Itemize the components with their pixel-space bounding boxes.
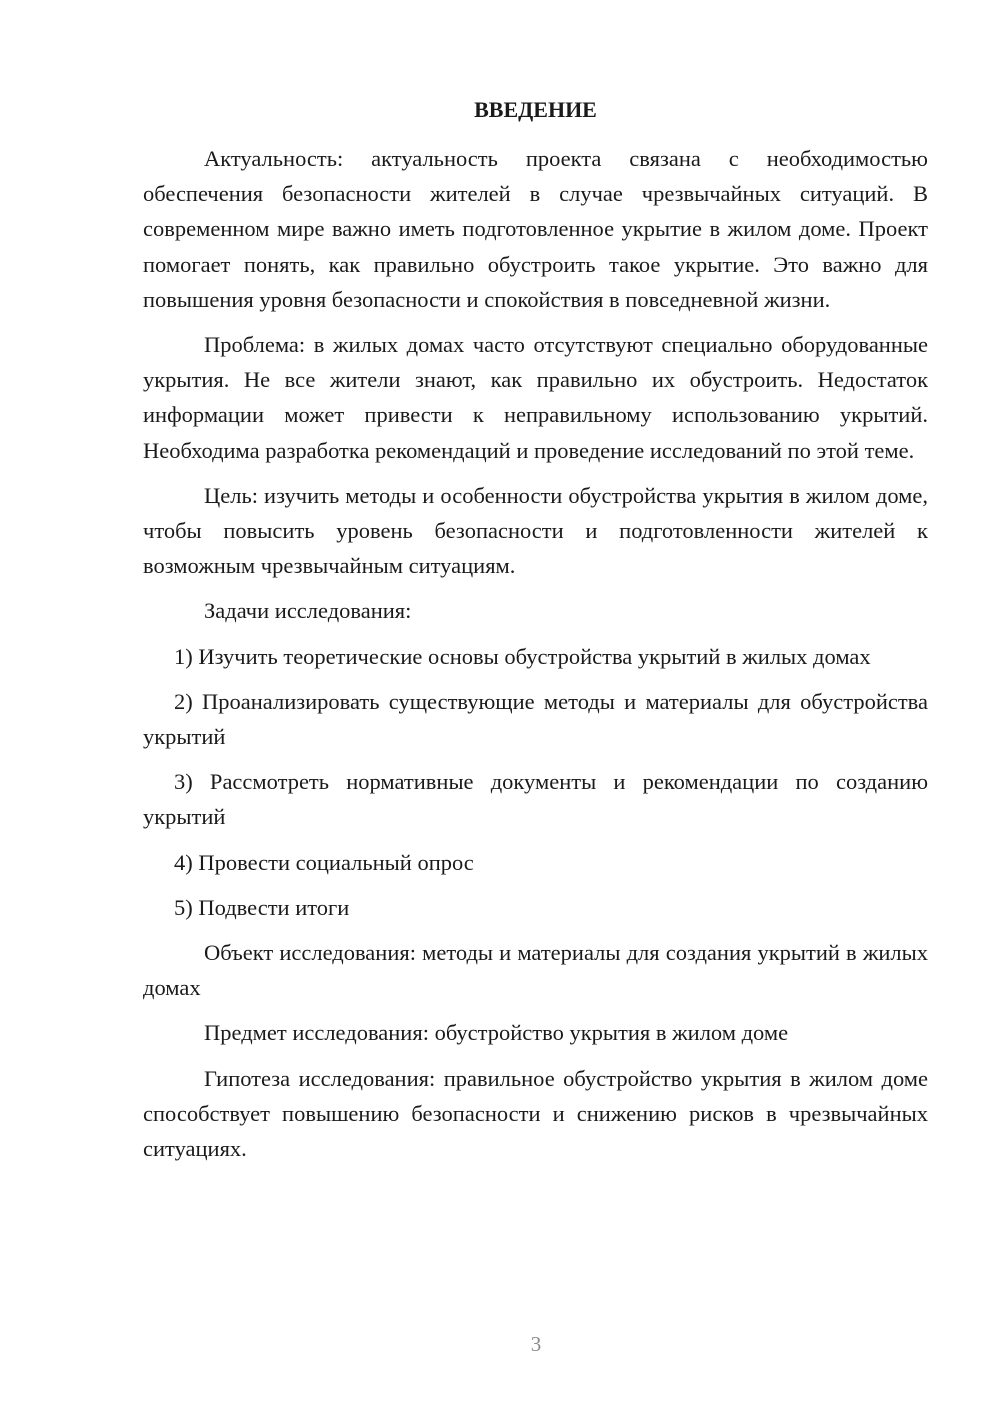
task-item-5: 5) Подвести итоги	[174, 894, 350, 920]
page-content	[143, 94, 928, 1176]
paragraph-problem: Проблема: в жилых домах часто отсутствуют специально оборудованные укрытия. Не все жители знают, как правильно их обустроить. Недостаток информации может привести к неправильному использованию укрытий. Необходима разработка рекомендаций и проведение исследований по этой теме.	[143, 332, 928, 463]
paragraph-hypothesis: Гипотеза исследования: правильное обустройство укрытия в жилом доме способствует повышению безопасности и снижению рисков в чрезвычайных ситуациях.	[143, 1065, 928, 1162]
task-item-4: 4) Провести социальный опрос	[174, 849, 474, 875]
page-number: 3	[530, 1332, 542, 1356]
task-item-2: 2) Проанализировать существующие методы и материалы для обустройства укрытий	[143, 688, 928, 750]
tasks-heading: Задачи исследования:	[204, 598, 412, 624]
page-title: ВВЕДЕНИЕ	[474, 97, 597, 122]
paragraph-relevance: Актуальность: актуальность проекта связана с необходимостью обеспечения безопасности жителей в случае чрезвычайных ситуаций. В современном мире важно иметь подготовленное укрытие в жилом доме. Проект помогает понять, как правильно обустроить такое укрытие. Это важно для повышения уровня безопасности и спокойствия в повседневной жизни.	[143, 146, 928, 312]
paragraph-object: Объект исследования: методы и материалы для создания укрытий в жилых домах	[143, 940, 928, 1001]
task-item-1: 1) Изучить теоретические основы обустройства укрытий в жилых домах	[174, 643, 871, 669]
paragraph-goal: Цель: изучить методы и особенности обустройства укрытия в жилом доме, чтобы повысить уровень безопасности и подготовленности жителей к возможным чрезвычайным ситуациям.	[143, 482, 928, 579]
task-item-3: 3) Рассмотреть нормативные документы и рекомендации по созданию укрытий	[143, 769, 928, 830]
paragraph-subject: Предмет исследования: обустройство укрытия в жилом доме	[204, 1020, 789, 1046]
